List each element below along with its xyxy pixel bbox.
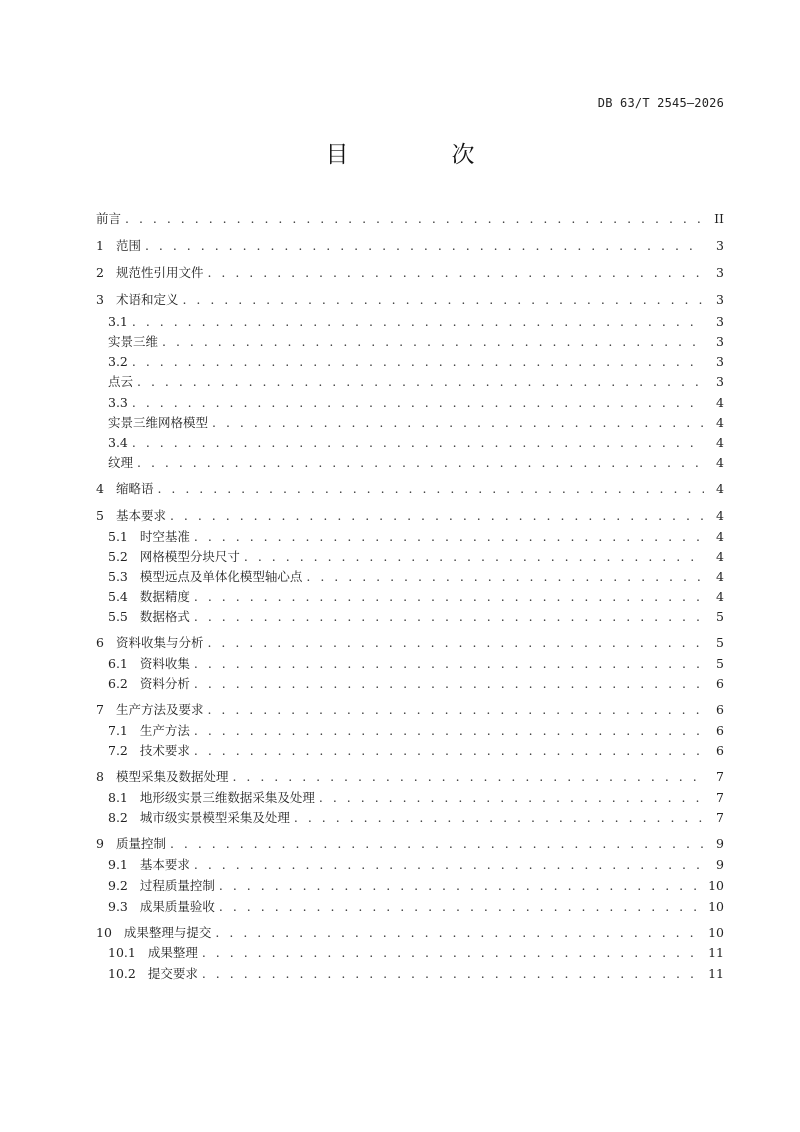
- toc-entry[interactable]: [108, 607, 724, 627]
- toc-entry[interactable]: [108, 855, 724, 875]
- toc-entry-page: 7: [716, 769, 724, 784]
- toc-leader-dots: [194, 527, 704, 547]
- toc-entry-label: 数据格式: [139, 609, 190, 624]
- toc-entry-label: 点云: [108, 374, 134, 389]
- toc-entry-number: 6.1: [108, 656, 128, 671]
- toc-entry-page: 11: [708, 945, 724, 960]
- toc-entry-label: 成果整理: [147, 945, 198, 960]
- toc-entry-number: 10.1: [108, 945, 136, 960]
- toc-entry-label: 实景三维: [108, 334, 159, 349]
- toc-entry[interactable]: [96, 506, 724, 526]
- toc-entry-number: 5.1: [108, 529, 128, 544]
- toc-leader-dots: [194, 721, 704, 741]
- toc-entry-label: 范围: [115, 238, 141, 253]
- toc-entry[interactable]: [96, 834, 724, 854]
- toc-leader-dots: [132, 433, 704, 453]
- toc-entry-label: 成果整理与提交: [123, 925, 212, 940]
- toc-entry-label: 前言: [96, 211, 122, 226]
- toc-entry-label: 资料收集与分析: [115, 635, 204, 650]
- toc-entry[interactable]: [108, 332, 724, 352]
- toc-entry-label: 纹理: [108, 455, 134, 470]
- toc-entry-label: 过程质量控制: [139, 878, 215, 893]
- toc-entry-label: 地形级实景三维数据采集及处理: [139, 790, 315, 805]
- toc-leader-dots: [194, 855, 704, 875]
- toc-entry[interactable]: [108, 788, 724, 808]
- toc-leader-dots: [182, 290, 704, 310]
- toc-entry-number: 6.2: [108, 676, 128, 691]
- toc-entry-label: 生产方法: [139, 723, 190, 738]
- toc-leader-dots: [244, 547, 704, 567]
- toc-entry[interactable]: [96, 633, 724, 653]
- toc-entry-page: 3: [716, 354, 724, 369]
- toc-entry-number: 3.3: [108, 395, 128, 410]
- toc-entry-number: 3.1: [108, 314, 128, 329]
- toc-entry[interactable]: [108, 312, 724, 332]
- toc-leader-dots: [294, 808, 704, 828]
- toc-entry-page: 6: [716, 702, 724, 717]
- toc-entry-page: 4: [716, 569, 724, 584]
- toc-entry[interactable]: [108, 654, 724, 674]
- toc-entry-number: 5.3: [108, 569, 128, 584]
- toc-leader-dots: [319, 788, 704, 808]
- toc-leader-dots: [170, 834, 704, 854]
- toc-entry-page: 5: [716, 656, 724, 671]
- toc-entry-page: 4: [716, 589, 724, 604]
- toc-entry[interactable]: [108, 393, 724, 413]
- toc-entry-label: 质量控制: [115, 836, 166, 851]
- toc-entry[interactable]: [108, 567, 724, 587]
- toc-entry-number: 7: [96, 702, 104, 717]
- toc-entry-label: 基本要求: [139, 857, 190, 872]
- toc-entry[interactable]: [108, 587, 724, 607]
- toc-entry-page: 5: [716, 635, 724, 650]
- toc-entry-number: 5.5: [108, 609, 128, 624]
- toc-leader-dots: [162, 332, 704, 352]
- toc-entry-page: II: [714, 211, 724, 226]
- toc-entry-number: 9.2: [108, 878, 128, 893]
- toc-entry[interactable]: [108, 527, 724, 547]
- toc-entry-number: 1: [96, 238, 104, 253]
- toc-leader-dots: [212, 413, 704, 433]
- toc-entry[interactable]: [96, 236, 724, 256]
- toc-entry[interactable]: [96, 263, 724, 283]
- toc-entry-label: 成果质量验收: [139, 899, 215, 914]
- toc-leader-dots: [157, 479, 704, 499]
- toc-entry-page: 3: [716, 334, 724, 349]
- toc-entry-label: 基本要求: [115, 508, 166, 523]
- toc-entry[interactable]: [96, 479, 724, 499]
- toc-entry-label: 生产方法及要求: [115, 702, 204, 717]
- toc-entry-page: 5: [716, 609, 724, 624]
- toc-entry[interactable]: [108, 372, 724, 392]
- toc-leader-dots: [306, 567, 704, 587]
- toc-leader-dots: [132, 352, 704, 372]
- toc-leader-dots: [170, 506, 704, 526]
- toc-entry-page: 3: [716, 265, 724, 280]
- toc-entry-number: 9: [96, 836, 104, 851]
- toc-entry-number: 3.4: [108, 435, 128, 450]
- toc-entry[interactable]: [96, 290, 724, 310]
- toc-leader-dots: [132, 312, 704, 332]
- toc-entry-number: 10: [96, 925, 112, 940]
- toc-entry-label: 城市级实景模型采集及处理: [139, 810, 290, 825]
- toc-entry[interactable]: [108, 808, 724, 828]
- page-title: 目 次: [325, 142, 515, 168]
- toc-entry-label: 资料分析: [139, 676, 190, 691]
- document-code: DB 63/T 2545—2026: [597, 96, 724, 110]
- toc-entry-page: 9: [716, 836, 724, 851]
- toc-entry[interactable]: [108, 352, 724, 372]
- toc-leader-dots: [125, 209, 704, 229]
- toc-entry-label: 实景三维网格模型: [108, 415, 209, 430]
- toc-leader-dots: [207, 263, 704, 283]
- toc-leader-dots: [219, 897, 702, 917]
- toc-entry-page: 10: [708, 899, 724, 914]
- toc-entry-number: 10.2: [108, 966, 136, 981]
- toc-entry[interactable]: [108, 433, 724, 453]
- toc-entry[interactable]: [108, 674, 724, 694]
- toc-entry[interactable]: [96, 700, 724, 720]
- toc-entry-page: 3: [716, 292, 724, 307]
- toc-entry-page: 4: [716, 435, 724, 450]
- toc-entry-number: 5.2: [108, 549, 128, 564]
- toc-entry-number: 2: [96, 265, 104, 280]
- toc-entry-page: 4: [716, 508, 724, 523]
- toc-entry[interactable]: [108, 943, 724, 963]
- toc-entry[interactable]: [108, 876, 724, 896]
- toc-entry-label: 缩略语: [115, 481, 154, 496]
- toc-entry[interactable]: [96, 209, 724, 229]
- toc-entry-page: 3: [716, 238, 724, 253]
- toc-entry-label: 网格模型分块尺寸: [139, 549, 240, 564]
- toc-entry-page: 4: [716, 549, 724, 564]
- toc-entry-page: 10: [708, 925, 724, 940]
- toc-leader-dots: [145, 236, 704, 256]
- toc-entry-number: 8.2: [108, 810, 128, 825]
- toc-leader-dots: [232, 767, 704, 787]
- toc-entry-page: 9: [716, 857, 724, 872]
- toc-entry-label: 模型采集及数据处理: [115, 769, 229, 784]
- toc-entry-number: 5.4: [108, 589, 128, 604]
- toc-entry-page: 4: [716, 529, 724, 544]
- toc-entry-label: 数据精度: [139, 589, 190, 604]
- toc-entry-number: 8: [96, 769, 104, 784]
- toc-entry-page: 11: [708, 966, 724, 981]
- toc-entry-page: 3: [716, 374, 724, 389]
- toc-leader-dots: [132, 393, 704, 413]
- toc-entry[interactable]: [108, 413, 724, 433]
- toc-entry-label: 术语和定义: [115, 292, 179, 307]
- toc-leader-dots: [137, 372, 704, 392]
- toc-entry-page: 4: [716, 455, 724, 470]
- toc-leader-dots: [207, 633, 704, 653]
- toc-entry-label: 资料收集: [139, 656, 190, 671]
- toc-entry-page: 6: [716, 676, 724, 691]
- toc-leader-dots: [137, 453, 704, 473]
- toc-entry-number: 7.1: [108, 723, 128, 738]
- toc-leader-dots: [194, 654, 704, 674]
- toc-entry-label: 模型远点及单体化模型轴心点: [139, 569, 303, 584]
- toc-entry-number: 4: [96, 481, 104, 496]
- toc-leader-dots: [194, 607, 704, 627]
- toc-entry[interactable]: [108, 547, 724, 567]
- toc-entry[interactable]: [108, 453, 724, 473]
- toc-entry-number: 9.3: [108, 899, 128, 914]
- toc-entry-label: 技术要求: [139, 743, 190, 758]
- toc-entry-number: 3.2: [108, 354, 128, 369]
- toc-entry-number: 7.2: [108, 743, 128, 758]
- toc-entry-page: 4: [716, 415, 724, 430]
- toc-entry-page: 10: [708, 878, 724, 893]
- toc-entry-number: 3: [96, 292, 104, 307]
- toc-entry-number: 9.1: [108, 857, 128, 872]
- toc-leader-dots: [207, 700, 704, 720]
- toc-entry-label: 提交要求: [147, 966, 198, 981]
- toc-entry-page: 3: [716, 314, 724, 329]
- toc-leader-dots: [202, 943, 702, 963]
- toc-entry[interactable]: [108, 741, 724, 761]
- toc-entry-page: 7: [716, 790, 724, 805]
- toc-entry-number: 6: [96, 635, 104, 650]
- toc-entry[interactable]: [96, 767, 724, 787]
- toc-entry-page: 4: [716, 395, 724, 410]
- toc-entry-number: 5: [96, 508, 104, 523]
- toc-entry-page: 6: [716, 743, 724, 758]
- toc-leader-dots: [202, 964, 702, 984]
- toc-entry[interactable]: [108, 897, 724, 917]
- toc-entry-number: 8.1: [108, 790, 128, 805]
- toc-entry[interactable]: [96, 923, 724, 943]
- toc-leader-dots: [219, 876, 702, 896]
- toc-entry-page: 6: [716, 723, 724, 738]
- toc-entry-page: 7: [716, 810, 724, 825]
- toc-leader-dots: [194, 587, 704, 607]
- toc-entry[interactable]: [108, 721, 724, 741]
- toc-entry-label: 时空基准: [139, 529, 190, 544]
- toc-leader-dots: [194, 741, 704, 761]
- toc-entry-page: 4: [716, 481, 724, 496]
- toc-leader-dots: [194, 674, 704, 694]
- toc-entry-label: 规范性引用文件: [115, 265, 204, 280]
- toc-leader-dots: [215, 923, 702, 943]
- toc-entry[interactable]: [108, 964, 724, 984]
